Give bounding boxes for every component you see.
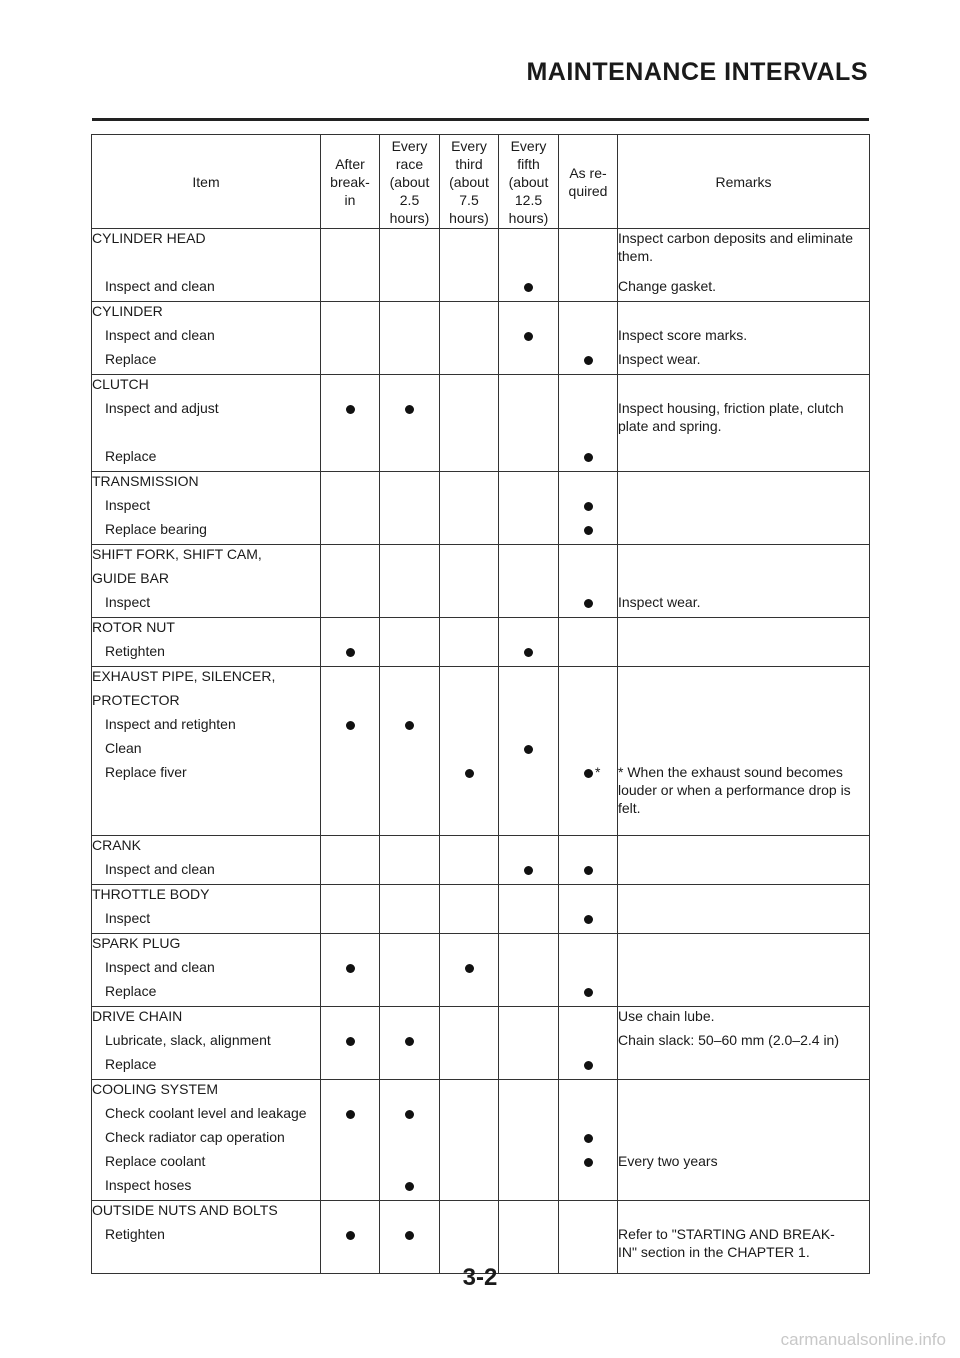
column-header-line: 7.5 <box>459 191 479 208</box>
interval-cell <box>499 836 559 885</box>
interval-cell <box>559 934 618 1007</box>
interval-cell <box>559 302 618 375</box>
item-task: Retighten <box>105 643 165 659</box>
remark-text: felt. <box>618 800 641 816</box>
interval-cell <box>440 229 499 302</box>
item-task: Replace <box>105 351 157 367</box>
interval-cell <box>559 375 618 472</box>
interval-cell <box>499 229 559 302</box>
remark-text: louder or when a performance drop is <box>618 782 851 798</box>
interval-cell <box>380 934 440 1007</box>
remarks-cell <box>618 934 870 1007</box>
interval-cell <box>321 618 380 667</box>
remark-text: Inspect score marks. <box>618 327 748 343</box>
item-heading: GUIDE BAR <box>92 570 170 586</box>
maintenance-table <box>91 134 870 1274</box>
item-task: Check coolant level and leakage <box>105 1105 307 1121</box>
interval-cell <box>499 1080 559 1201</box>
interval-cell <box>321 836 380 885</box>
item-task: Retighten <box>105 1226 165 1242</box>
item-heading: OUTSIDE NUTS AND BOLTS <box>92 1202 278 1218</box>
column-header-line: After <box>335 155 365 172</box>
interval-cell <box>440 836 499 885</box>
item-task: Inspect <box>105 910 151 926</box>
table-row <box>92 472 870 545</box>
column-header-line: (about <box>508 173 549 190</box>
column-header-line: hours) <box>508 209 549 226</box>
item-task: Clean <box>105 740 142 756</box>
interval-cell <box>380 1080 440 1201</box>
column-header-line: Every <box>510 137 547 154</box>
column-header-3 <box>440 135 499 229</box>
table-row <box>92 1201 870 1274</box>
interval-cell <box>380 1007 440 1080</box>
item-task: Check radiator cap operation <box>105 1129 285 1145</box>
dot-mark <box>524 332 533 341</box>
remarks-cell <box>618 1080 870 1201</box>
item-task: Inspect and adjust <box>105 400 219 416</box>
item-heading: CYLINDER HEAD <box>92 230 206 246</box>
remark-text: Inspect wear. <box>618 594 701 610</box>
interval-cell <box>440 667 499 836</box>
interval-cell <box>321 1201 380 1274</box>
interval-cell <box>380 836 440 885</box>
remarks-cell <box>618 1007 870 1080</box>
interval-cell <box>440 934 499 1007</box>
interval-cell <box>499 885 559 934</box>
dot-mark <box>584 1158 593 1167</box>
dot-mark <box>524 745 533 754</box>
dot-mark <box>405 1231 414 1240</box>
interval-cell <box>559 545 618 618</box>
remarks-cell <box>618 667 870 836</box>
dot-mark <box>584 356 593 365</box>
item-cell <box>92 667 321 836</box>
interval-cell <box>499 618 559 667</box>
interval-cell <box>499 472 559 545</box>
item-cell <box>92 934 321 1007</box>
column-header-line: 12.5 <box>514 191 543 208</box>
dot-mark <box>405 405 414 414</box>
interval-cell <box>440 472 499 545</box>
item-task: Inspect <box>105 497 151 513</box>
remarks-cell <box>618 472 870 545</box>
interval-cell <box>499 934 559 1007</box>
dot-mark <box>584 769 593 778</box>
remark-text: Use chain lube. <box>618 1008 715 1024</box>
column-header-line: Item <box>192 173 220 190</box>
column-header-line: (about <box>389 173 430 190</box>
item-cell <box>92 229 321 302</box>
item-heading: CLUTCH <box>92 376 149 392</box>
column-header-2 <box>380 135 440 229</box>
remarks-cell <box>618 618 870 667</box>
remark-text: Inspect housing, friction plate, clutch <box>618 400 844 416</box>
item-heading: PROTECTOR <box>92 692 180 708</box>
table-body <box>92 229 870 1274</box>
interval-cell <box>380 302 440 375</box>
item-heading: TRANSMISSION <box>92 473 199 489</box>
interval-cell <box>380 375 440 472</box>
dot-mark <box>584 1134 593 1143</box>
column-header-line: quired <box>568 182 608 199</box>
dot-mark <box>405 1037 414 1046</box>
remark-text: Chain slack: 50–60 mm (2.0–2.4 in) <box>618 1032 839 1048</box>
remark-text: Every two years <box>618 1153 718 1169</box>
table-row <box>92 667 870 836</box>
interval-cell <box>499 667 559 836</box>
interval-cell <box>499 375 559 472</box>
item-cell <box>92 375 321 472</box>
item-heading: SHIFT FORK, SHIFT CAM, <box>92 546 262 562</box>
table-row <box>92 1007 870 1080</box>
column-header-line: third <box>455 155 483 172</box>
remarks-cell <box>618 229 870 302</box>
column-header-line: As re- <box>569 164 607 181</box>
item-heading: ROTOR NUT <box>92 619 175 635</box>
column-header-1 <box>321 135 380 229</box>
dot-mark <box>346 721 355 730</box>
column-header-line: race <box>395 155 424 172</box>
item-heading: COOLING SYSTEM <box>92 1081 219 1097</box>
interval-cell <box>499 545 559 618</box>
item-cell <box>92 836 321 885</box>
dot-mark <box>584 915 593 924</box>
interval-cell <box>321 229 380 302</box>
interval-cell <box>321 934 380 1007</box>
item-cell <box>92 885 321 934</box>
column-header-6 <box>618 135 870 229</box>
interval-cell <box>440 545 499 618</box>
item-cell <box>92 1080 321 1201</box>
dot-mark <box>405 1182 414 1191</box>
dot-mark <box>405 721 414 730</box>
interval-cell <box>559 472 618 545</box>
column-header-line: (about <box>449 173 489 190</box>
page-title: MAINTENANCE INTERVALS <box>526 58 868 86</box>
item-heading: EXHAUST PIPE, SILENCER, <box>92 668 276 684</box>
item-task: Inspect and retighten <box>105 716 236 732</box>
interval-cell <box>321 885 380 934</box>
item-cell <box>92 1007 321 1080</box>
watermark: carmanualsonline.info <box>780 1330 946 1349</box>
item-heading: CYLINDER <box>92 303 163 319</box>
item-task: Replace <box>105 1056 157 1072</box>
dot-mark <box>405 1110 414 1119</box>
item-task: Inspect and clean <box>105 327 215 343</box>
interval-cell <box>380 472 440 545</box>
column-header-line: hours) <box>389 209 430 226</box>
item-task: Inspect hoses <box>105 1177 192 1193</box>
interval-cell <box>499 1007 559 1080</box>
table-row <box>92 375 870 472</box>
item-task: Replace coolant <box>105 1153 206 1169</box>
remark-text: Inspect carbon deposits and eliminate <box>618 230 854 246</box>
item-heading: DRIVE CHAIN <box>92 1008 183 1024</box>
interval-cell <box>321 375 380 472</box>
table-row <box>92 836 870 885</box>
item-task: Inspect and clean <box>105 861 215 877</box>
dot-mark <box>584 526 593 535</box>
interval-cell <box>321 1080 380 1201</box>
item-task: Inspect <box>105 594 151 610</box>
dot-mark <box>584 988 593 997</box>
interval-cell <box>440 885 499 934</box>
dot-mark <box>346 405 355 414</box>
interval-cell <box>321 545 380 618</box>
dot-mark <box>524 866 533 875</box>
table-row <box>92 229 870 302</box>
interval-cell <box>440 1080 499 1201</box>
column-header-4 <box>499 135 559 229</box>
column-header-line: in <box>344 191 356 208</box>
item-cell <box>92 472 321 545</box>
remark-text: Refer to "STARTING AND BREAK- <box>618 1226 835 1242</box>
title-rule <box>92 118 869 121</box>
item-cell <box>92 302 321 375</box>
item-cell <box>92 618 321 667</box>
interval-cell <box>559 229 618 302</box>
remark-text: Inspect wear. <box>618 351 701 367</box>
interval-cell <box>559 1080 618 1201</box>
interval-cell <box>321 472 380 545</box>
interval-cell <box>440 1007 499 1080</box>
dot-mark <box>584 502 593 511</box>
interval-cell <box>440 618 499 667</box>
interval-cell <box>380 618 440 667</box>
interval-cell <box>559 1007 618 1080</box>
dot-mark <box>584 453 593 462</box>
interval-cell <box>380 229 440 302</box>
interval-cell <box>380 1201 440 1274</box>
interval-cell <box>380 545 440 618</box>
column-header-line: break- <box>330 173 370 190</box>
column-header-line: Remarks <box>715 173 772 190</box>
page-number: 3-2 <box>462 1264 498 1291</box>
item-cell <box>92 1201 321 1274</box>
remarks-cell <box>618 836 870 885</box>
interval-cell <box>321 302 380 375</box>
remarks-cell <box>618 375 870 472</box>
interval-cell <box>321 1007 380 1080</box>
dot-mark <box>584 866 593 875</box>
item-heading: CRANK <box>92 837 142 853</box>
dot-mark <box>524 283 533 292</box>
item-task: Replace <box>105 448 157 464</box>
column-header-line: 2.5 <box>399 191 420 208</box>
dot-mark <box>346 1231 355 1240</box>
item-task: Replace bearing <box>105 521 207 537</box>
interval-cell <box>559 667 618 836</box>
item-heading: THROTTLE BODY <box>92 886 210 902</box>
interval-cell <box>559 836 618 885</box>
remarks-cell <box>618 885 870 934</box>
remark-text: them. <box>618 248 654 264</box>
interval-cell <box>559 1201 618 1274</box>
dot-mark <box>346 1110 355 1119</box>
table-row <box>92 885 870 934</box>
interval-cell <box>559 618 618 667</box>
dot-mark <box>346 964 355 973</box>
table-header-row <box>92 135 870 229</box>
remarks-cell <box>618 1201 870 1274</box>
remark-text: plate and spring. <box>618 418 722 434</box>
dot-mark <box>584 1061 593 1070</box>
item-heading: SPARK PLUG <box>92 935 181 951</box>
interval-cell <box>440 302 499 375</box>
column-header-line: hours) <box>449 209 489 226</box>
dot-mark <box>346 1037 355 1046</box>
interval-cell <box>499 1201 559 1274</box>
dot-mark <box>465 769 474 778</box>
interval-cell <box>321 667 380 836</box>
column-header-line: fifth <box>517 155 540 172</box>
dot-mark <box>346 648 355 657</box>
interval-cell <box>499 302 559 375</box>
table-row <box>92 618 870 667</box>
interval-cell <box>440 375 499 472</box>
interval-cell <box>559 885 618 934</box>
interval-cell <box>380 667 440 836</box>
table-row <box>92 1080 870 1201</box>
column-header-5 <box>559 135 618 229</box>
item-task: Inspect and clean <box>105 959 215 975</box>
dot-mark <box>584 599 593 608</box>
remark-text: * When the exhaust sound becomes <box>618 764 843 780</box>
interval-cell <box>440 1201 499 1274</box>
item-cell <box>92 545 321 618</box>
dot-mark <box>524 648 533 657</box>
item-task: Replace fiver <box>105 764 187 780</box>
column-header-line: Every <box>451 137 487 154</box>
item-task: Inspect and clean <box>105 278 215 294</box>
column-header-0 <box>92 135 321 229</box>
remarks-cell <box>618 302 870 375</box>
remark-text: IN" section in the CHAPTER 1. <box>618 1244 810 1260</box>
table-row <box>92 545 870 618</box>
remarks-cell <box>618 545 870 618</box>
table-row <box>92 934 870 1007</box>
item-task: Lubricate, slack, alignment <box>105 1032 271 1048</box>
table-row <box>92 302 870 375</box>
asterisk-note: * <box>595 764 601 780</box>
interval-cell <box>380 885 440 934</box>
remark-text: Change gasket. <box>618 278 717 294</box>
item-task: Replace <box>105 983 157 999</box>
dot-mark <box>465 964 474 973</box>
column-header-line: Every <box>391 137 428 154</box>
